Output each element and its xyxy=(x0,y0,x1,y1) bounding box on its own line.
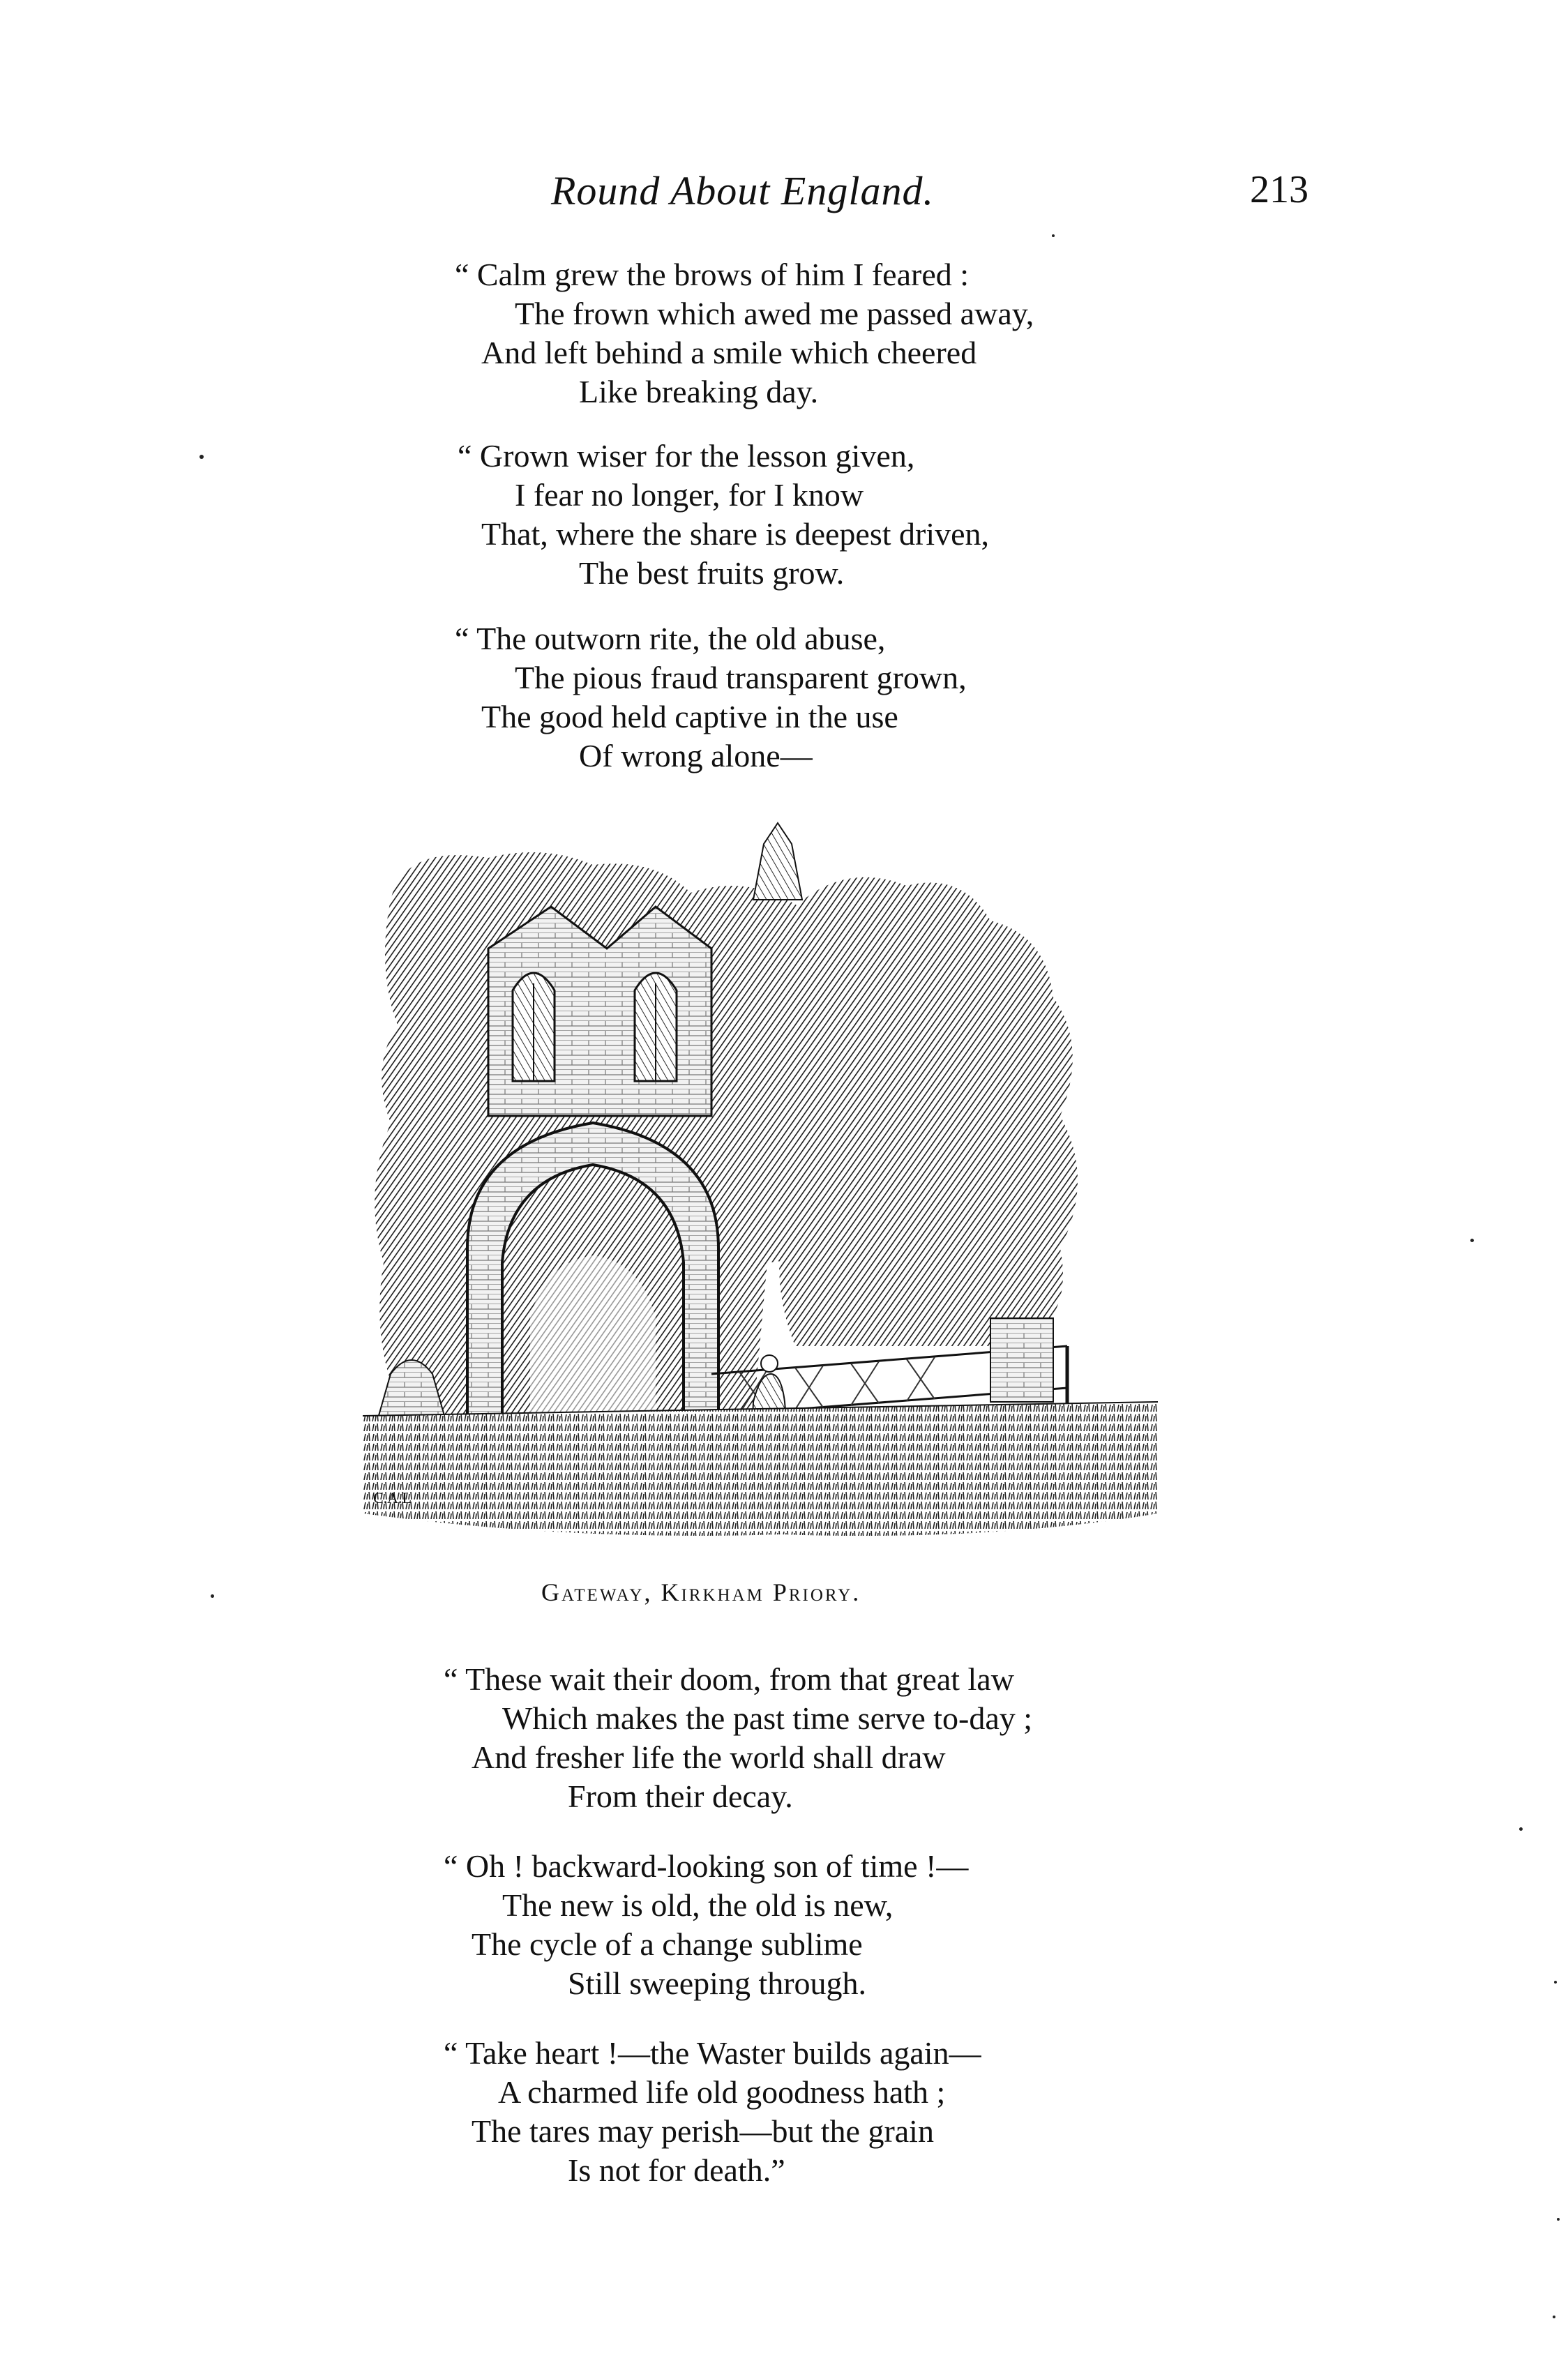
verse-line: The best fruits grow. xyxy=(579,555,845,591)
verse-line: The pious fraud transparent grown, xyxy=(515,660,967,695)
verse-line: The good held captive in the use xyxy=(481,699,898,734)
artist-mark: C.A.L xyxy=(373,1489,412,1506)
verse-line: I fear no longer, for I know xyxy=(515,477,864,513)
verse-line: The new is old, the old is new, xyxy=(502,1887,894,1923)
verse-line: The frown which awed me passed away, xyxy=(515,296,1034,331)
scan-speck xyxy=(1553,2316,1555,2318)
verse-line: Which makes the past time serve to-day ; xyxy=(502,1700,1033,1736)
scan-speck xyxy=(1470,1239,1474,1242)
scan-speck xyxy=(1557,2218,1560,2221)
scan-speck xyxy=(199,455,204,459)
scan-speck xyxy=(211,1594,214,1598)
verse-line: From their decay. xyxy=(568,1778,793,1814)
running-head xyxy=(0,167,1568,223)
running-title: Round About England. xyxy=(551,168,934,213)
verse-line: The cycle of a change sublime xyxy=(472,1926,863,1962)
verse-line: Like breaking day. xyxy=(579,374,819,409)
verse-line: Is not for death.” xyxy=(568,2152,785,2188)
verse-line: “ Take heart !—the Waster builds again— xyxy=(444,2035,981,2071)
verse-line: “ Calm grew the brows of him I feared : xyxy=(455,257,970,292)
verse-line: Of wrong alone— xyxy=(579,738,813,773)
verse-line: “ Grown wiser for the lesson given, xyxy=(458,438,915,474)
gateway-illustration xyxy=(363,816,1158,1555)
verse-line: “ These wait their doom, from that great law xyxy=(444,1661,1014,1697)
verse-line: The tares may perish—but the grain xyxy=(472,2113,934,2149)
illustration-caption: Gateway, Kirkham Priory. xyxy=(541,1578,861,1606)
scan-speck xyxy=(1519,1827,1523,1831)
verse-line: And left behind a smile which cheered xyxy=(481,335,977,370)
scan-speck xyxy=(1554,1981,1557,1984)
verse-line: That, where the share is deepest driven, xyxy=(481,516,990,552)
scan-speck xyxy=(1052,234,1055,237)
verse-line: “ Oh ! backward-looking son of time !— xyxy=(444,1848,969,1884)
verse-line: “ The outworn rite, the old abuse, xyxy=(455,621,886,656)
page-number: 213 xyxy=(1250,168,1309,211)
verse-line: Still sweeping through. xyxy=(568,1965,867,2001)
verse-line: A charmed life old goodness hath ; xyxy=(498,2074,946,2110)
verse-line: And fresher life the world shall draw xyxy=(472,1739,946,1775)
